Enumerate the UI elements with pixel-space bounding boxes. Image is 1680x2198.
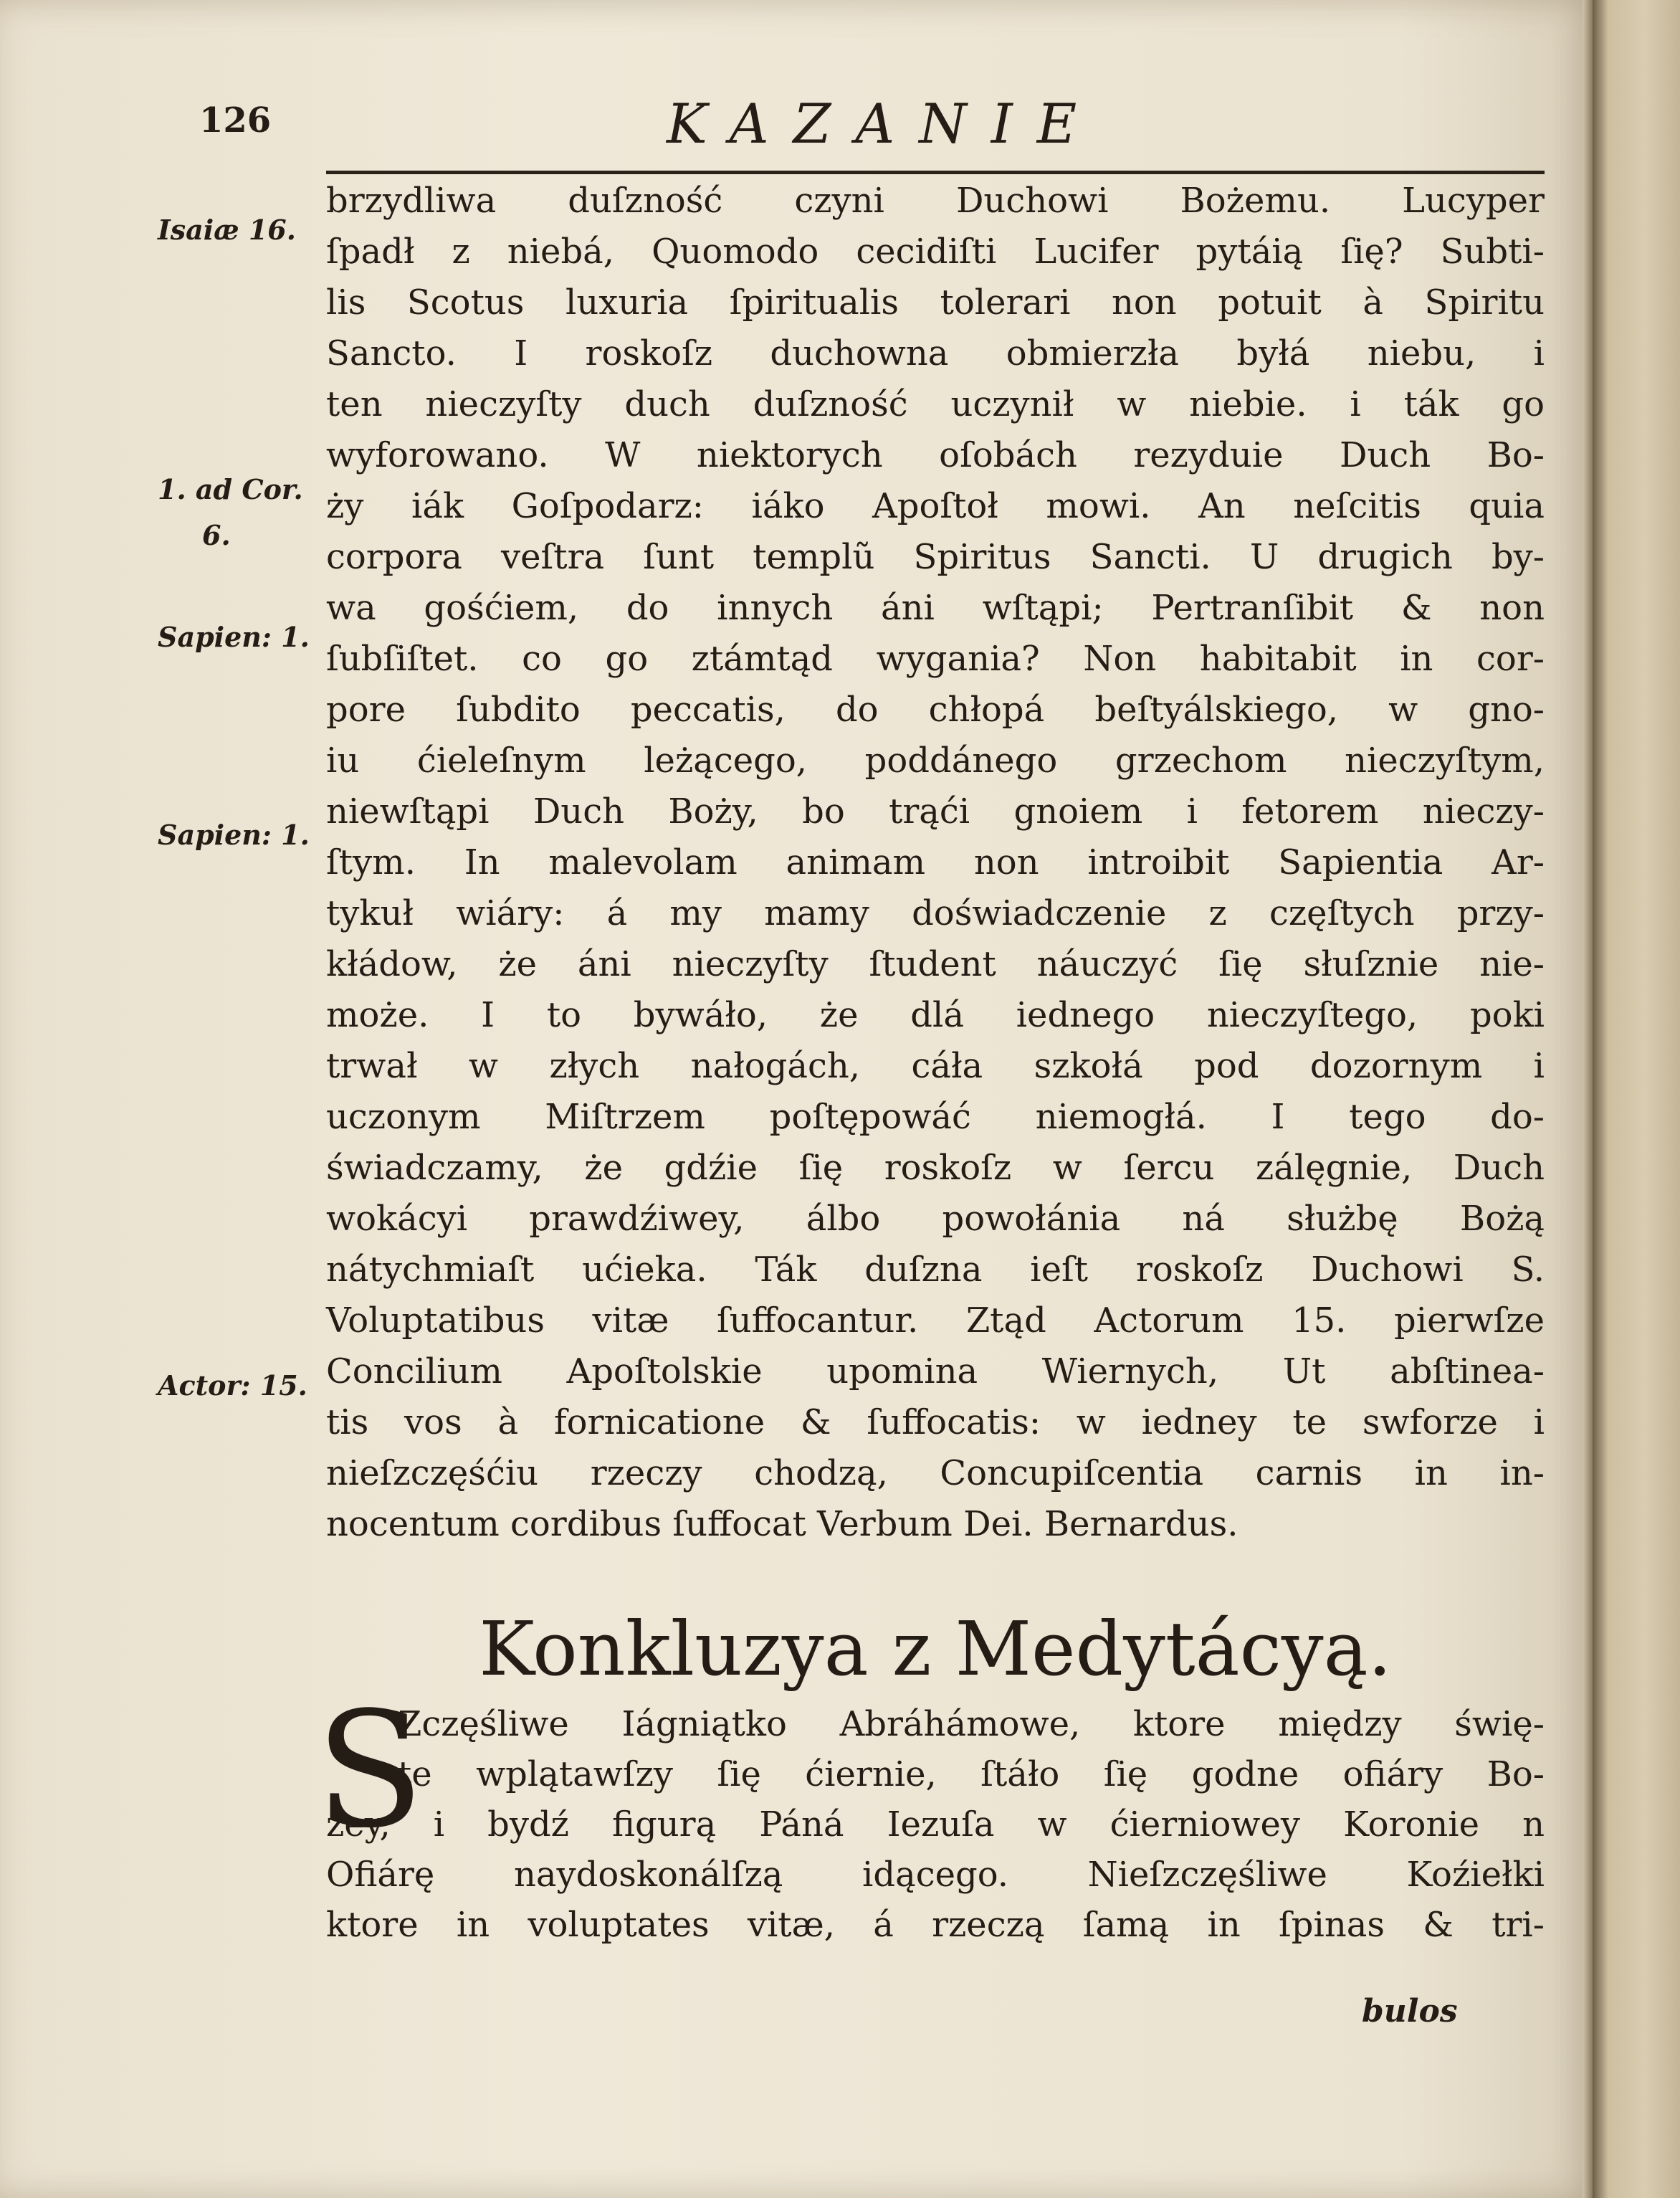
- text-line: może. I to bywáło, że dlá iednego nieczyſtego, poki: [326, 995, 1545, 1035]
- text-line: pore ſubdito peccatis, do chłopá beſtyálskiego, w gno-: [326, 690, 1545, 730]
- facing-page-edge: [1593, 0, 1680, 2198]
- text-line: żey, i bydź figurą Páná Iezuſa w ćierniowey Koronie n: [326, 1804, 1545, 1845]
- text-line: nocentum cordibus ſuffocat Verbum Dei. Bernardus.: [326, 1504, 1238, 1544]
- text-line: Zczęśliwe Iágniątko Abráhámowe, ktore między świę-: [398, 1704, 1545, 1744]
- text-line: nieſzczęśćiu rzeczy chodzą, Concupiſcentia carnis in in-: [326, 1453, 1545, 1493]
- margin-note: Sapien: 1.: [158, 621, 310, 653]
- text-line: tykuł wiáry: á my mamy doświadczenie z częſtych przy-: [326, 893, 1545, 933]
- page-gutter: [1583, 0, 1593, 2198]
- text-line: nátychmiaſt ućieka. Ták duſzna ieſt roskoſz Duchowi S.: [326, 1250, 1545, 1290]
- text-line: corpora veſtra ſunt templũ Spiritus Sancti. U drugich by-: [326, 537, 1545, 577]
- text-line: niewſtąpi Duch Boży, bo trąći gnoiem i fetorem nieczy-: [326, 791, 1545, 832]
- section-title: Konkluzya z Medytácyą.: [479, 1605, 1392, 1693]
- text-line: wokácyi prawdźiwey, álbo powołánia ná służbę Bożą: [326, 1199, 1545, 1239]
- text-line: ſtym. In malevolam animam non introibit Sapientia Ar-: [326, 842, 1545, 882]
- text-line: uczonym Miſtrzem poſtępowáć niemogłá. I tego do-: [326, 1097, 1545, 1137]
- catchword: bulos: [1362, 1993, 1458, 2030]
- header-rule: [326, 171, 1545, 174]
- text-line: ten nieczyſty duch duſzność uczynił w niebie. i ták go: [326, 384, 1545, 424]
- text-line: ktore in voluptates vitæ, á rzeczą ſamą in ſpinas & tri-: [326, 1905, 1545, 1945]
- text-line: te wplątawſzy ſię ćiernie, ſtáło ſię godne ofiáry Bo-: [398, 1754, 1545, 1794]
- text-line: lis Scotus luxuria ſpiritualis tolerari non potuit à Spiritu: [326, 282, 1545, 323]
- running-head: KAZANIE: [667, 92, 1102, 156]
- page-number: 126: [199, 100, 272, 141]
- text-line: trwał w złych nałogách, cáła szkołá pod dozornym i: [326, 1046, 1545, 1086]
- text-line: wa gośćiem, do innych áni wſtąpi; Pertranſibit & non: [326, 588, 1545, 628]
- text-line: ſpadł z niebá, Quomodo cecidiſti Lucifer pytáią ſię? Subti-: [326, 232, 1545, 272]
- margin-note: Isaiæ 16.: [158, 214, 296, 246]
- body-text: [326, 176, 1545, 1550]
- text-line: Concilium Apoſtolskie upomina Wiernych, Ut abſtinea-: [326, 1351, 1545, 1391]
- text-line: Voluptatibus vitæ ſuffocantur. Ztąd Actorum 15. pierwſze: [326, 1300, 1545, 1341]
- text-line: ży iák Goſpodarz: iáko Apoſtoł mowi. An neſcitis quia: [326, 486, 1545, 526]
- text-line: ſubſiſtet. co go ztámtąd wygania? Non habitabit in cor-: [326, 639, 1545, 679]
- text-line: Sancto. I roskoſz duchowna obmierzła byłá niebu, i: [326, 333, 1545, 374]
- text-line: wyforowano. W niektorych oſobách rezyduie Duch Bo-: [326, 435, 1545, 475]
- margin-note: Actor: 15.: [158, 1369, 307, 1402]
- text-line: tis vos à fornicatione & ſuffocatis: w iedney te swforze i: [326, 1402, 1545, 1442]
- text-line: Ofiárę naydoskonálſzą idącego. Nieſzczęśliwe Koźiełki: [326, 1855, 1545, 1895]
- drop-cap: S: [315, 1678, 425, 1863]
- text-line: świadczamy, że gdźie ſię roskoſz w ſercu zálęgnie, Duch: [326, 1148, 1545, 1188]
- margin-note: 1. ad Cor.: [158, 473, 303, 505]
- text-line: brzydliwa duſzność czyni Duchowi Bożemu. Lucyper: [326, 181, 1545, 221]
- margin-note: Sapien: 1.: [158, 819, 310, 851]
- margin-note: 6.: [202, 519, 231, 551]
- text-line: iu ćieleſnym leżącego, poddánego grzechom nieczyſtym,: [326, 741, 1545, 781]
- closing-paragraph: [326, 1699, 1545, 1950]
- text-line: kłádow, że áni nieczyſty ſtudent náuczyć ſię słuſznie nie-: [326, 944, 1545, 984]
